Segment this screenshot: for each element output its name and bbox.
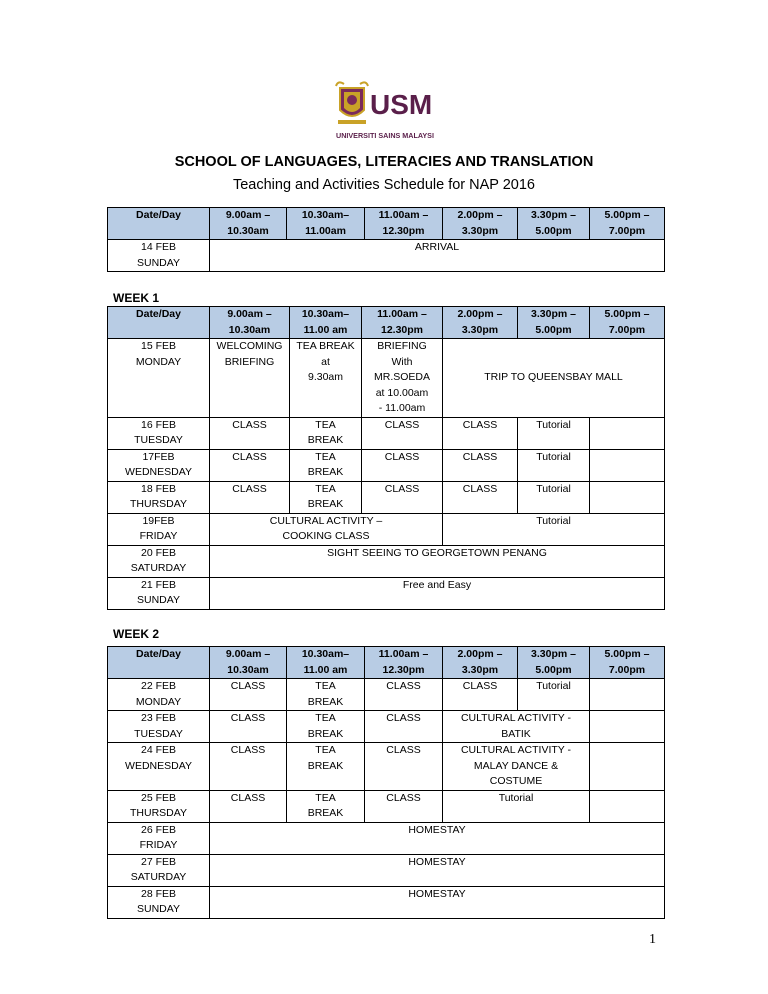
- table-row: [108, 240, 665, 272]
- slot-cell: Tutorial: [518, 449, 590, 481]
- logo-text: USM: [370, 89, 433, 120]
- slot-cell: TEA BREAK: [287, 790, 365, 822]
- header-slot-5: 3.30pm – 5.00pm: [518, 307, 590, 339]
- slot-cell: TEA BREAK: [287, 743, 365, 791]
- slot-cell: CLASS: [443, 417, 518, 449]
- slot-cell: CLASS: [210, 743, 287, 791]
- header-slot-6: 5.00pm – 7.00pm: [590, 208, 665, 240]
- slot-cell: CULTURAL ACTIVITY - MALAY DANCE & COSTUME: [443, 743, 590, 791]
- table-row: [108, 339, 665, 418]
- usm-logo: [334, 80, 434, 144]
- page-title: SCHOOL OF LANGUAGES, LITERACIES AND TRANSLATION: [174, 154, 594, 170]
- slot-cell: [590, 743, 665, 791]
- slot-cell: Tutorial: [518, 481, 590, 513]
- table-row: [108, 577, 665, 609]
- date-cell: 28 FEB SUNDAY: [108, 886, 210, 918]
- header-slot-5: 3.30pm – 5.00pm: [518, 208, 590, 240]
- header-slot-2: 10.30am– 11.00 am: [287, 647, 365, 679]
- slot-cell: CLASS: [210, 711, 287, 743]
- slot-cell: CLASS: [362, 449, 443, 481]
- slot-cell: CULTURAL ACTIVITY – COOKING CLASS: [210, 513, 443, 545]
- table-row: [108, 417, 665, 449]
- slot-cell: TRIP TO QUEENSBAY MALL: [443, 339, 665, 418]
- week-1-label: WEEK 1: [113, 291, 160, 305]
- logo-caption: UNIVERSITI SAINS MALAYSIA: [336, 131, 434, 140]
- slot-cell: Tutorial: [518, 679, 590, 711]
- header-slot-2: 10.30am– 11.00 am: [290, 307, 362, 339]
- table-row: [108, 481, 665, 513]
- table-row: [108, 513, 665, 545]
- activity-cell: ARRIVAL: [210, 240, 665, 272]
- date-cell: 27 FEB SATURDAY: [108, 854, 210, 886]
- activity-cell: HOMESTAY: [210, 886, 665, 918]
- slot-cell: Tutorial: [443, 790, 590, 822]
- slot-cell: WELCOMING BRIEFING: [210, 339, 290, 418]
- table-row: [108, 743, 665, 791]
- date-cell: 21 FEB SUNDAY: [108, 577, 210, 609]
- table-row: [108, 886, 665, 918]
- university-crest-icon: [334, 80, 434, 144]
- week-2-label: WEEK 2: [113, 627, 160, 641]
- page-subtitle: Teaching and Activities Schedule for NAP 2016: [232, 177, 535, 193]
- header-slot-1: 9.00am – 10.30am: [210, 647, 287, 679]
- table-row: [108, 545, 665, 577]
- table-row: [108, 790, 665, 822]
- date-cell: 14 FEB SUNDAY: [108, 240, 210, 272]
- activity-cell: HOMESTAY: [210, 822, 665, 854]
- header-slot-2: 10.30am– 11.00am: [287, 208, 365, 240]
- header-row: [108, 307, 665, 339]
- slot-cell: CLASS: [210, 679, 287, 711]
- header-slot-4: 2.00pm – 3.30pm: [443, 307, 518, 339]
- header-slot-3: 11.00am – 12.30pm: [362, 307, 443, 339]
- date-cell: 22 FEB MONDAY: [108, 679, 210, 711]
- date-cell: 24 FEB WEDNESDAY: [108, 743, 210, 791]
- slot-cell: CLASS: [365, 711, 443, 743]
- slot-cell: TEA BREAK: [287, 679, 365, 711]
- activity-cell: HOMESTAY: [210, 854, 665, 886]
- header-slot-6: 5.00pm – 7.00pm: [590, 647, 665, 679]
- arrival-table: [107, 207, 665, 272]
- table-row: [108, 449, 665, 481]
- slot-cell: CLASS: [210, 449, 290, 481]
- date-cell: 23 FEB TUESDAY: [108, 711, 210, 743]
- activity-cell: Free and Easy: [210, 577, 665, 609]
- page-number: 1: [649, 932, 656, 947]
- date-cell: 15 FEB MONDAY: [108, 339, 210, 418]
- date-cell: 25 FEB THURSDAY: [108, 790, 210, 822]
- header-date-day: Date/Day: [108, 647, 210, 679]
- week-1-table: [107, 306, 665, 610]
- slot-cell: BRIEFING With MR.SOEDA at 10.00am - 11.00am: [362, 339, 443, 418]
- header-slot-1: 9.00am – 10.30am: [210, 307, 290, 339]
- slot-cell: CLASS: [362, 481, 443, 513]
- header-slot-6: 5.00pm – 7.00pm: [590, 307, 665, 339]
- header-row: [108, 647, 665, 679]
- slot-cell: CLASS: [365, 743, 443, 791]
- slot-cell: CLASS: [443, 481, 518, 513]
- date-cell: 26 FEB FRIDAY: [108, 822, 210, 854]
- slot-cell: TEA BREAK at 9.30am: [290, 339, 362, 418]
- slot-cell: [590, 711, 665, 743]
- activity-cell: SIGHT SEEING TO GEORGETOWN PENANG: [210, 545, 665, 577]
- header-slot-1: 9.00am – 10.30am: [210, 208, 287, 240]
- week-2-table: [107, 646, 665, 919]
- header-date-day: Date/Day: [108, 307, 210, 339]
- date-cell: 20 FEB SATURDAY: [108, 545, 210, 577]
- slot-cell: TEA BREAK: [287, 711, 365, 743]
- slot-cell: Tutorial: [443, 513, 665, 545]
- header-row: [108, 208, 665, 240]
- slot-cell: [590, 481, 665, 513]
- table-row: [108, 711, 665, 743]
- slot-cell: [590, 790, 665, 822]
- slot-cell: [590, 449, 665, 481]
- header-slot-5: 3.30pm – 5.00pm: [518, 647, 590, 679]
- header-date-day: Date/Day: [108, 208, 210, 240]
- header-slot-3: 11.00am – 12.30pm: [365, 647, 443, 679]
- date-cell: 18 FEB THURSDAY: [108, 481, 210, 513]
- slot-cell: CULTURAL ACTIVITY - BATIK: [443, 711, 590, 743]
- slot-cell: CLASS: [365, 790, 443, 822]
- slot-cell: CLASS: [210, 417, 290, 449]
- slot-cell: TEA BREAK: [290, 417, 362, 449]
- slot-cell: CLASS: [210, 790, 287, 822]
- slot-cell: TEA BREAK: [290, 481, 362, 513]
- slot-cell: CLASS: [365, 679, 443, 711]
- slot-cell: TEA BREAK: [290, 449, 362, 481]
- slot-cell: CLASS: [443, 449, 518, 481]
- table-row: [108, 679, 665, 711]
- header-slot-4: 2.00pm – 3.30pm: [443, 208, 518, 240]
- header-slot-3: 11.00am – 12.30pm: [365, 208, 443, 240]
- slot-cell: CLASS: [443, 679, 518, 711]
- header-slot-4: 2.00pm – 3.30pm: [443, 647, 518, 679]
- date-cell: 19FEB FRIDAY: [108, 513, 210, 545]
- slot-cell: CLASS: [362, 417, 443, 449]
- slot-cell: [590, 679, 665, 711]
- slot-cell: CLASS: [210, 481, 290, 513]
- date-cell: 16 FEB TUESDAY: [108, 417, 210, 449]
- slot-cell: [590, 417, 665, 449]
- slot-cell: Tutorial: [518, 417, 590, 449]
- date-cell: 17FEB WEDNESDAY: [108, 449, 210, 481]
- table-row: [108, 854, 665, 886]
- table-row: [108, 822, 665, 854]
